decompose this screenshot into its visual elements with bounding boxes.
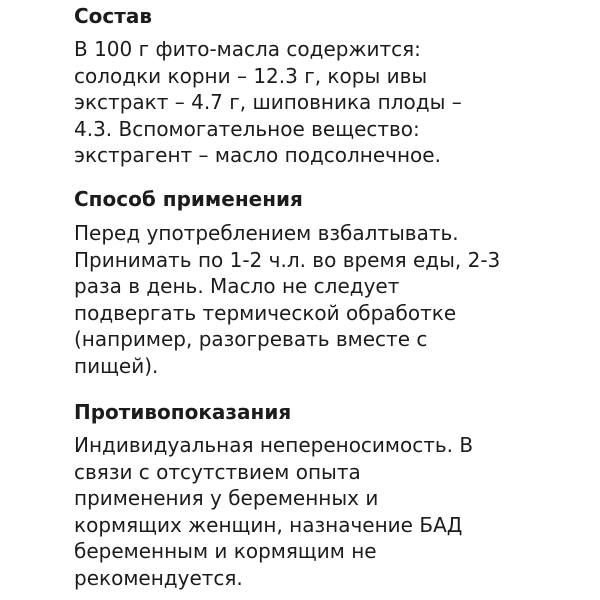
text-line: применения у беременных и — [74, 486, 379, 511]
section-text-usage — [74, 220, 500, 380]
section-text-composition — [74, 36, 462, 169]
section-heading-composition: Состав — [74, 4, 153, 28]
text-line: В 100 г фито-масла содержится: — [74, 37, 421, 61]
text-line: беременным и кормящим не — [74, 539, 377, 564]
section-heading-usage: Способ применения — [74, 187, 303, 211]
text-line: подвергать термической обработке — [74, 300, 457, 325]
text-line: Принимать по 1-2 ч.л. во время еды, 2-3 — [74, 247, 501, 272]
text-line: экстрагент – масло подсолнечное. — [74, 143, 441, 168]
text-line: рекомендуется. — [74, 565, 243, 590]
section-text-contraindications — [74, 432, 473, 592]
section-heading-contraindications: Противопоказания — [74, 400, 292, 424]
text-line: (например, разогревать вместе с — [74, 327, 428, 352]
text-line: солодки корни – 12.3 г, коры ивы — [74, 63, 428, 88]
text-line: экстракт – 4.7 г, шиповника плоды – — [74, 90, 462, 115]
text-line: Индивидуальная непереносимость. В — [74, 433, 474, 457]
text-line: пищей). — [74, 353, 159, 378]
text-line: раза в день. Масло не следует — [74, 274, 400, 299]
text-line: 4.3. Вспомогательное вещество: — [74, 116, 420, 141]
text-line: Перед употреблением взбалтывать. — [74, 221, 459, 245]
text-line: связи с отсутствием опыта — [74, 459, 361, 484]
text-line: кормящих женщин, назначение БАД — [74, 512, 463, 537]
